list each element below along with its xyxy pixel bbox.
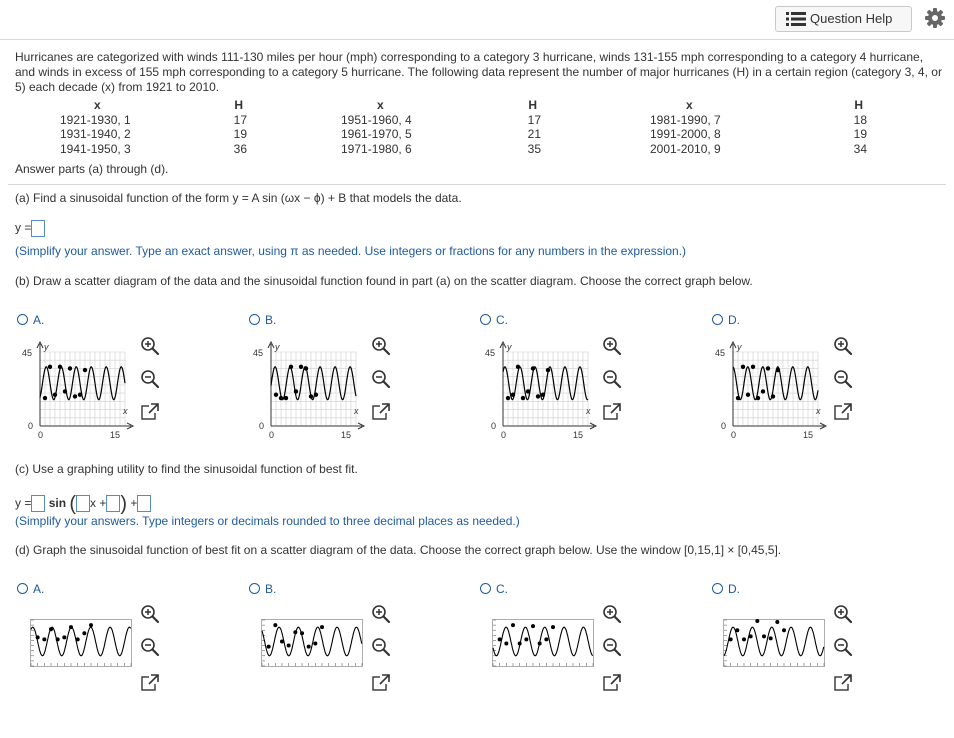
table-cell-x: 1991-2000, 8 (650, 127, 721, 141)
graph-frame (31, 620, 132, 667)
data-point (551, 625, 555, 629)
table-cell-h: 18 (853, 112, 867, 127)
x-tick-label: 0 (731, 430, 737, 440)
data-point (762, 634, 766, 638)
open-in-new-window-icon[interactable] (139, 672, 161, 694)
data-point (526, 389, 530, 393)
data-point (736, 396, 740, 400)
table-cell-x: 1931-1940, 2 (60, 127, 131, 141)
part-c-y-equals: y = (15, 496, 32, 510)
list-icon (786, 12, 806, 26)
x-plus-label: x + (90, 496, 107, 510)
option-label: A. (33, 313, 45, 327)
part-c-shift-input[interactable] (137, 495, 151, 512)
part-a-answer-row (15, 220, 45, 237)
data-point (531, 366, 535, 370)
part-c-phase-input[interactable] (106, 495, 120, 512)
table-cell-x: 1921-1930, 1 (60, 112, 131, 127)
data-point (56, 637, 60, 641)
table-cell-x: 1981-1990, 7 (650, 112, 721, 127)
part-d-option-b[interactable] (249, 582, 276, 596)
data-point (504, 642, 508, 646)
open-in-new-window-icon[interactable] (601, 672, 623, 694)
data-point (43, 396, 47, 400)
data-point (735, 628, 739, 632)
data-point (309, 394, 313, 398)
data-point (741, 365, 745, 369)
x-tick-label: 15 (573, 430, 584, 440)
data-point (314, 393, 318, 397)
zoom-out-icon[interactable] (139, 636, 161, 658)
radio-button[interactable] (249, 583, 260, 594)
data-point (538, 642, 542, 646)
data-point (511, 393, 515, 397)
column-header-x: x (686, 98, 693, 112)
data-point (76, 637, 80, 641)
data-point (775, 620, 779, 624)
y-axis-label: y (507, 342, 512, 352)
part-b-option-b[interactable] (249, 313, 276, 327)
zoom-in-icon[interactable] (139, 603, 161, 625)
x-axis-label: x (586, 406, 591, 416)
part-a-instruction: (Simplify your answer. Type an exact answer, using π as needed. Use integers or fractions for any numbers in the expression.) (15, 244, 687, 258)
data-point (68, 366, 72, 370)
table-cell-x: 1941-1950, 3 (60, 141, 131, 156)
data-point (73, 394, 77, 398)
part-b-graph-c[interactable] (483, 334, 603, 442)
answer-parts-note: Answer parts (a) through (d). (15, 162, 169, 176)
gear-icon[interactable] (924, 7, 946, 29)
data-point (83, 368, 87, 372)
table-cell-h: 34 (853, 141, 867, 156)
x-tick-label: 15 (803, 430, 814, 440)
zoom-in-icon[interactable] (601, 335, 623, 357)
data-point (776, 368, 780, 372)
column-header-h: H (528, 98, 537, 112)
zoom-out-icon[interactable] (370, 636, 392, 658)
part-c-answer-row (15, 493, 151, 516)
x-tick-label: 0 (38, 430, 44, 440)
data-point (756, 396, 760, 400)
data-point (771, 394, 775, 398)
y-tick-label: 45 (715, 348, 726, 358)
part-b-graph-d[interactable] (713, 334, 833, 442)
data-point (498, 637, 502, 641)
data-point (280, 639, 284, 643)
part-d-option-c[interactable] (480, 582, 508, 596)
zoom-out-icon[interactable] (601, 636, 623, 658)
data-point (782, 628, 786, 632)
sinusoid-curve (40, 367, 125, 400)
column-header-x: x (94, 98, 101, 112)
part-b-option-c[interactable] (480, 313, 508, 327)
y-tick-label: 45 (22, 348, 33, 358)
part-c-instruction: (Simplify your answers. Type integers or decimals rounded to three decimal places as needed.) (15, 514, 520, 528)
y-axis-label: y (275, 342, 280, 352)
open-in-new-window-icon[interactable] (370, 401, 392, 423)
data-point (267, 645, 271, 649)
sinusoid-curve (733, 367, 818, 400)
data-point (320, 625, 324, 629)
data-point (289, 365, 293, 369)
table-cell-h: 17 (527, 112, 541, 127)
zoom-out-icon[interactable] (139, 368, 161, 390)
data-point (36, 635, 40, 639)
part-b-graph-b[interactable] (251, 334, 371, 442)
data-table-group-3 (650, 98, 867, 156)
y-tick-label: 0 (721, 421, 727, 431)
data-point (506, 396, 510, 400)
data-point (49, 627, 53, 631)
data-point (511, 623, 515, 627)
question-help-label: Question Help (810, 11, 893, 26)
data-point (62, 635, 66, 639)
data-table-group-1 (60, 98, 247, 156)
option-label: C. (496, 582, 508, 596)
zoom-in-icon[interactable] (832, 335, 854, 357)
part-c-question: (c) Use a graphing utility to find the sinusoidal function of best fit. (15, 462, 358, 476)
radio-button[interactable] (712, 314, 723, 325)
zoom-out-icon[interactable] (832, 368, 854, 390)
part-c-amplitude-input[interactable] (31, 495, 45, 512)
part-a-answer-input[interactable] (31, 220, 45, 237)
open-in-new-window-icon[interactable] (601, 401, 623, 423)
option-label: A. (33, 582, 45, 596)
data-point (546, 368, 550, 372)
part-d-option-d[interactable] (712, 582, 740, 596)
data-point (42, 637, 46, 641)
table-cell-x: 1961-1970, 5 (341, 127, 412, 141)
table-cell-x: 1971-1980, 6 (341, 141, 412, 156)
data-point (749, 634, 753, 638)
zoom-out-icon[interactable] (370, 368, 392, 390)
data-point (313, 642, 317, 646)
data-point (63, 389, 67, 393)
divider (8, 184, 946, 185)
open-in-new-window-icon[interactable] (832, 401, 854, 423)
x-tick-label: 15 (341, 430, 352, 440)
data-point (48, 365, 52, 369)
part-b-option-a[interactable] (17, 313, 44, 327)
radio-button[interactable] (480, 314, 491, 325)
data-point (294, 389, 298, 393)
part-d-graph-b[interactable] (261, 619, 363, 667)
part-d-option-a[interactable] (17, 582, 44, 596)
option-label: D. (728, 313, 740, 327)
part-d-graph-d[interactable] (723, 619, 825, 667)
radio-button[interactable] (712, 583, 723, 594)
part-c-omega-input[interactable] (76, 495, 90, 512)
x-axis-label: x (816, 406, 821, 416)
part-d-graph-a[interactable] (30, 619, 132, 667)
column-header-x: x (377, 98, 384, 112)
table-cell-h: 19 (853, 127, 867, 141)
x-tick-label: 15 (110, 430, 121, 440)
data-point (300, 631, 304, 635)
data-point (518, 642, 522, 646)
data-point (58, 365, 62, 369)
sin-label: sin (48, 496, 67, 510)
data-point (536, 394, 540, 398)
open-in-new-window-icon[interactable] (139, 401, 161, 423)
data-point (766, 366, 770, 370)
radio-button[interactable] (480, 583, 491, 594)
zoom-in-icon[interactable] (139, 335, 161, 357)
data-point (742, 637, 746, 641)
zoom-out-icon[interactable] (601, 368, 623, 390)
column-header-h: H (234, 98, 243, 112)
zoom-in-icon[interactable] (370, 335, 392, 357)
y-tick-label: 45 (253, 348, 264, 358)
data-point (287, 644, 291, 648)
data-point (82, 631, 86, 635)
question-help-button[interactable] (775, 6, 912, 32)
part-a-question: (a) Find a sinusoidal function of the form y = A sin (ωx − ϕ) + B that models the data. (15, 191, 462, 205)
data-point (755, 619, 759, 623)
radio-button[interactable] (17, 583, 28, 594)
table-cell-h: 36 (233, 141, 247, 156)
open-in-new-window-icon[interactable] (832, 672, 854, 694)
data-point (729, 637, 733, 641)
part-d-graph-c[interactable] (492, 619, 594, 667)
top-bar (0, 0, 954, 40)
data-point (516, 365, 520, 369)
problem-intro: Hurricanes are categorized with winds 111-130 miles per hour (mph) corresponding to a category 3 hurricane, winds 131-155 mph corresponding to a category 4 hurricane, and winds in excess of 155 mph corresponding to a category 5 hurricane. The following data represent the number of major hurricanes (H) in a certain region (category 3, 4, or 5) each decade (x) from 1921 to 2010. (15, 50, 942, 94)
option-label: B. (265, 582, 277, 596)
y-tick-label: 0 (259, 421, 265, 431)
data-point (299, 365, 303, 369)
data-point (279, 396, 283, 400)
data-point (53, 393, 57, 397)
zoom-in-icon[interactable] (832, 603, 854, 625)
data-point (284, 396, 288, 400)
x-axis-label: x (354, 406, 359, 416)
zoom-in-icon[interactable] (601, 603, 623, 625)
x-axis-label: x (123, 406, 128, 416)
part-b-graph-a[interactable] (20, 334, 140, 442)
data-point (544, 637, 548, 641)
part-b-option-d[interactable] (712, 313, 740, 327)
x-tick-label: 0 (501, 430, 507, 440)
radio-button[interactable] (17, 314, 28, 325)
zoom-in-icon[interactable] (370, 603, 392, 625)
part-a-y-equals: y = (15, 220, 32, 235)
zoom-out-icon[interactable] (832, 636, 854, 658)
data-point (307, 645, 311, 649)
option-label: D. (728, 582, 740, 596)
open-in-new-window-icon[interactable] (370, 672, 392, 694)
y-tick-label: 0 (28, 421, 34, 431)
data-point (541, 393, 545, 397)
data-point (89, 623, 93, 627)
data-point (69, 625, 73, 629)
y-axis-label: y (44, 342, 49, 352)
data-point (78, 393, 82, 397)
table-cell-h: 35 (527, 141, 541, 156)
option-label: C. (496, 313, 508, 327)
table-cell-h: 19 (233, 127, 247, 141)
y-tick-label: 45 (485, 348, 496, 358)
table-cell-x: 2001-2010, 9 (650, 141, 721, 156)
data-point (524, 637, 528, 641)
sinusoid-curve (503, 367, 588, 400)
data-point (274, 393, 278, 397)
table-cell-h: 21 (527, 127, 541, 141)
left-paren: ( (69, 493, 77, 515)
y-axis-label: y (737, 342, 742, 352)
data-point (761, 389, 765, 393)
radio-button[interactable] (249, 314, 260, 325)
data-point (769, 636, 773, 640)
sinusoid-curve (271, 367, 356, 400)
plus-label: + (130, 496, 138, 510)
table-cell-x: 1951-1960, 4 (341, 112, 412, 127)
data-point (531, 624, 535, 628)
part-d-question: (d) Graph the sinusoidal function of best fit on a scatter diagram of the data. Choose the correct graph below. Use the window [0,15,1] × [0,45,5]. (15, 543, 782, 557)
option-label: B. (265, 313, 277, 327)
table-cell-h: 17 (233, 112, 247, 127)
data-point (304, 366, 308, 370)
right-paren: ) (120, 493, 128, 515)
data-point (293, 630, 297, 634)
column-header-h: H (854, 98, 863, 112)
data-point (521, 396, 525, 400)
y-tick-label: 0 (491, 421, 497, 431)
part-b-question: (b) Draw a scatter diagram of the data and the sinusoidal function found in part (a) on the scatter diagram. Choose the correct graph below. (15, 274, 753, 288)
x-tick-label: 0 (269, 430, 275, 440)
data-point (746, 393, 750, 397)
data-table-group-2 (341, 98, 541, 156)
data-point (273, 623, 277, 627)
data-point (751, 365, 755, 369)
